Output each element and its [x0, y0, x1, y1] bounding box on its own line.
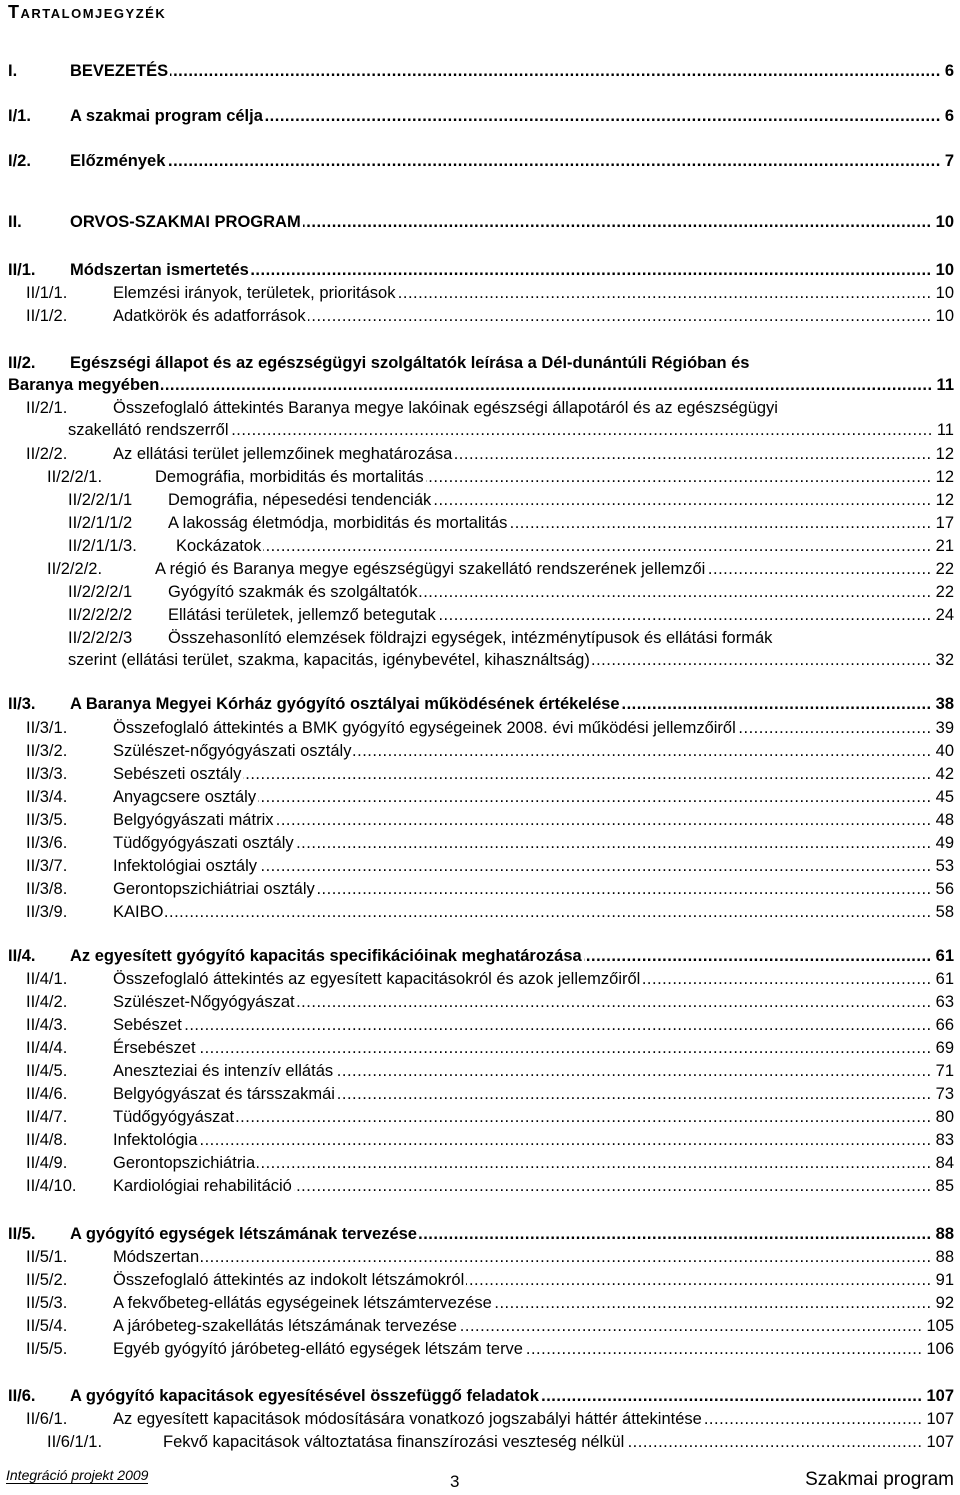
toc-entry-page: 91 — [935, 1271, 954, 1289]
toc-entry-page: 40 — [935, 742, 954, 760]
toc-entry-page: 12 — [935, 468, 954, 486]
toc-entry-title: Előzmények — [70, 152, 166, 170]
dot-leader — [199, 1129, 931, 1151]
toc-entry-title: Kockázatok — [176, 537, 262, 555]
toc-entry-number: I/1. — [8, 107, 31, 125]
toc-entry-number: II/5/5. — [26, 1340, 68, 1358]
dot-leader — [236, 1106, 932, 1128]
toc-entry-title: Tüdőgyógyászat — [113, 1108, 235, 1126]
toc-entry[interactable] — [0, 604, 960, 626]
toc-entry-title: Demográfia, morbiditás és mortalitás — [155, 468, 424, 486]
dot-leader — [184, 1014, 932, 1036]
dot-leader — [258, 786, 932, 808]
toc-entry-page: 83 — [935, 1131, 954, 1149]
toc-entry-page: 105 — [926, 1317, 954, 1335]
toc-entry-number: II/5/2. — [26, 1271, 68, 1289]
toc-entry-page: 32 — [935, 651, 954, 669]
dot-leader — [201, 1246, 931, 1268]
toc-entry-title: Adatkörök és adatforrások — [113, 307, 306, 325]
toc-entry[interactable] — [0, 1269, 960, 1291]
toc-entry-number: II/4/5. — [26, 1062, 68, 1080]
dot-leader — [704, 1408, 923, 1430]
dot-leader — [297, 991, 932, 1013]
dot-leader — [303, 211, 932, 233]
toc-entry-page: 22 — [935, 583, 954, 601]
dot-leader — [265, 105, 941, 127]
toc-entry[interactable] — [0, 489, 960, 511]
toc-entry-number: II/2. — [8, 354, 36, 372]
dot-leader — [231, 419, 933, 441]
toc-entry-title: Belgyógyászati mátrix — [113, 811, 274, 829]
toc-entry-page: 56 — [935, 880, 954, 898]
toc-entry-page: 45 — [935, 788, 954, 806]
toc-entry-number: II/4/3. — [26, 1016, 68, 1034]
dot-leader — [466, 1269, 931, 1291]
toc-entry-number: II/2/1. — [26, 399, 68, 417]
toc-entry-title: A szakmai program célja — [70, 107, 263, 125]
toc-entry-page: 11 — [936, 376, 954, 394]
toc-entry-page: 85 — [935, 1177, 954, 1195]
toc-entry-page: 80 — [935, 1108, 954, 1126]
toc-entry[interactable] — [0, 1129, 960, 1151]
dot-leader — [198, 1037, 932, 1059]
toc-entry[interactable] — [0, 968, 960, 990]
toc-entry[interactable] — [0, 1338, 960, 1360]
toc-entry-page: 17 — [935, 514, 954, 532]
toc-entry-page: 61 — [935, 947, 954, 965]
toc-entry[interactable] — [0, 105, 960, 127]
toc-entry[interactable] — [0, 878, 960, 900]
toc-entry[interactable] — [0, 443, 960, 465]
toc-entry-number: II/5/1. — [26, 1248, 68, 1266]
toc-entry[interactable] — [0, 1431, 960, 1453]
dot-leader — [167, 150, 940, 172]
toc-entry-number: II/2/2/1/1 — [68, 491, 133, 509]
dot-leader — [294, 1175, 932, 1197]
dot-leader — [257, 1152, 931, 1174]
toc-entry[interactable] — [0, 1223, 960, 1245]
toc-entry-title: Tüdőgyógyászati osztály — [113, 834, 294, 852]
toc-entry-page: 6 — [944, 62, 954, 80]
toc-entry-page: 11 — [936, 421, 954, 439]
toc-entry-page: 10 — [935, 261, 954, 279]
toc-entry[interactable] — [0, 901, 960, 923]
toc-entry[interactable] — [0, 832, 960, 854]
toc-entry-title: Szülészet-Nőgyógyászat — [113, 993, 295, 1011]
toc-entry-title: A Baranya Megyei Kórház gyógyító osztályai működésének értékelése — [70, 695, 620, 713]
dot-leader — [707, 558, 931, 580]
dot-leader — [296, 832, 932, 854]
toc-entry[interactable] — [0, 305, 960, 327]
toc-entry-title: KAIBO — [113, 903, 164, 921]
toc-entry-title: Fekvő kapacitások változtatása finanszírozási veszteség nélkül — [163, 1433, 625, 1451]
toc-entry[interactable] — [0, 352, 960, 396]
toc-entry-title-continued: szerint (ellátási terület, szakma, kapacitás, igénybevétel, kihasználtság) — [68, 651, 590, 669]
dot-leader — [259, 855, 932, 877]
toc-entry-page: 58 — [935, 903, 954, 921]
toc-entry-number: II/2/2/1. — [47, 468, 103, 486]
toc-entry-page: 88 — [935, 1225, 954, 1243]
toc-entry-page: 66 — [935, 1016, 954, 1034]
toc-entry-title: A fekvőbeteg-ellátás egységeinek létszámtervezése — [113, 1294, 492, 1312]
dot-leader — [509, 512, 931, 534]
toc-entry-number: II/4/2. — [26, 993, 68, 1011]
toc-entry-page: 6 — [944, 107, 954, 125]
toc-entry[interactable] — [0, 786, 960, 808]
toc-entry-number: II/3/6. — [26, 834, 68, 852]
dot-leader — [263, 535, 931, 557]
toc-entry-title: Szülészet-nőgyógyászati osztály — [113, 742, 352, 760]
toc-entry-page: 12 — [935, 445, 954, 463]
toc-entry[interactable] — [0, 740, 960, 762]
toc-entry-title: BEVEZETÉS — [70, 62, 169, 80]
dot-leader — [584, 945, 932, 967]
toc-entry-number: II/2/2/2/3 — [68, 629, 133, 647]
toc-entry-page: 61 — [935, 970, 954, 988]
toc-entry-title: Elemzési irányok, területek, prioritások — [113, 284, 396, 302]
toc-entry[interactable] — [0, 1037, 960, 1059]
toc-entry-number: II/3/9. — [26, 903, 68, 921]
footer-document-name: Szakmai program — [805, 1469, 954, 1490]
toc-entry[interactable] — [0, 945, 960, 967]
toc-title: Tartalomjegyzék — [8, 2, 167, 22]
toc-entry-title: Egészségi állapot és az egészségügyi szolgáltatók leírása a Dél-dunántúli Régióban és — [70, 354, 750, 372]
toc-entry-page: 107 — [926, 1433, 954, 1451]
toc-entry[interactable] — [0, 1175, 960, 1197]
toc-entry[interactable] — [0, 1292, 960, 1314]
toc-entry-title-continued: Baranya megyében — [8, 376, 160, 394]
toc-entry-title: Összefoglaló áttekintés Baranya megye lakóinak egészségi állapotáról és az egészségügyi — [113, 399, 778, 417]
toc-entry-number: II/4/4. — [26, 1039, 68, 1057]
toc-entry-number: II/2/2. — [26, 445, 68, 463]
toc-entry-number: II/2/2/2. — [47, 560, 103, 578]
toc-entry-page: 48 — [935, 811, 954, 829]
toc-entry[interactable] — [0, 397, 960, 441]
page-footer — [0, 1462, 960, 1495]
toc-entry-title: Összefoglaló áttekintés az indokolt létszámokról — [113, 1271, 465, 1289]
toc-entry-title: A lakosság életmódja, morbiditás és mortalitás — [168, 514, 508, 532]
toc-entry-title: A gyógyító egységek létszámának tervezése — [70, 1225, 417, 1243]
toc-entry-page: 49 — [935, 834, 954, 852]
toc-entry[interactable] — [0, 1246, 960, 1268]
toc-entry[interactable] — [0, 627, 960, 671]
toc-entry-number: II/3/8. — [26, 880, 68, 898]
toc-entry-number: I/2. — [8, 152, 31, 170]
toc-entry-title: Összehasonlító elemzések földrajzi egységek, intézménytípusok és ellátási formák — [168, 629, 773, 647]
toc-entry-title-continued: szakellátó rendszerről — [68, 421, 229, 439]
toc-entry[interactable] — [0, 809, 960, 831]
toc-entry[interactable] — [0, 211, 960, 233]
toc-entry-page: 88 — [935, 1248, 954, 1266]
dot-leader — [454, 443, 931, 465]
toc-entry-page: 10 — [935, 213, 954, 231]
toc-entry-number: II/2/1/1/2 — [68, 514, 133, 532]
toc-entry-page: 10 — [935, 307, 954, 325]
dot-leader — [438, 604, 932, 626]
toc-entry[interactable] — [0, 1106, 960, 1128]
toc-entry-number: II/4/8. — [26, 1131, 68, 1149]
toc-entry[interactable] — [0, 282, 960, 304]
toc-entry-page: 24 — [935, 606, 954, 624]
toc-entry-number: II/4/7. — [26, 1108, 68, 1126]
dot-leader — [317, 878, 932, 900]
dot-leader — [397, 282, 931, 304]
toc-entry-number: II/4/10. — [26, 1177, 77, 1195]
toc-entry-page: 53 — [935, 857, 954, 875]
toc-entry[interactable] — [0, 763, 960, 785]
toc-entry-page: 63 — [935, 993, 954, 1011]
toc-entry-page: 84 — [935, 1154, 954, 1172]
dot-leader — [626, 1431, 922, 1453]
toc-entry-title: Sebészet — [113, 1016, 182, 1034]
toc-entry-page: 69 — [935, 1039, 954, 1057]
toc-entry-title: Módszertan ismertetés — [70, 261, 249, 279]
toc-entry[interactable] — [0, 1408, 960, 1430]
toc-entry-title: Kardiológiai rehabilitáció — [113, 1177, 292, 1195]
toc-entry-page: 12 — [935, 491, 954, 509]
dot-leader — [592, 649, 932, 671]
toc-entry-page: 92 — [935, 1294, 954, 1312]
toc-entry-title: Aneszteziai és intenzív ellátás — [113, 1062, 334, 1080]
toc-entry[interactable] — [0, 1385, 960, 1407]
toc-entry-page: 42 — [935, 765, 954, 783]
toc-entry-number: II/3/5. — [26, 811, 68, 829]
toc-entry-title: ORVOS-SZAKMAI PROGRAM — [70, 213, 301, 231]
toc-entry[interactable] — [0, 512, 960, 534]
toc-entry[interactable] — [0, 60, 960, 82]
toc-entry-title: Anyagcsere osztály — [113, 788, 257, 806]
footer-project: Integráció projekt 2009 — [6, 1467, 149, 1483]
toc-entry-title: Egyéb gyógyító járóbeteg-ellátó egységek létszám terve — [113, 1340, 523, 1358]
toc-entry-page: 106 — [926, 1340, 954, 1358]
dot-leader — [433, 489, 931, 511]
dot-leader — [738, 717, 932, 739]
dot-leader — [494, 1292, 932, 1314]
toc-entry-title: Ellátási területek, jellemző betegutak — [168, 606, 436, 624]
dot-leader — [426, 466, 932, 488]
toc-entry-title: Az ellátási terület jellemzőinek meghatározása — [113, 445, 453, 463]
toc-entry-title: Az egyesített gyógyító kapacitás specifikációinak meghatározása — [70, 947, 582, 965]
footer-page-number: 3 — [450, 1472, 460, 1491]
toc-entry-number: II/2/2/2/1 — [68, 583, 133, 601]
toc-entry-number: II/6/1. — [26, 1410, 68, 1428]
toc-entry[interactable] — [0, 1315, 960, 1337]
toc-entry-number: II/6/1/1. — [47, 1433, 103, 1451]
toc-entry-title: Infektológiai osztály — [113, 857, 257, 875]
dot-leader — [243, 763, 931, 785]
toc-entry[interactable] — [0, 693, 960, 715]
toc-entry-number: II. — [8, 213, 22, 231]
toc-entry-page: 7 — [944, 152, 954, 170]
toc-entry-number: II/3. — [8, 695, 36, 713]
toc-entry[interactable] — [0, 991, 960, 1013]
toc-entry[interactable] — [0, 717, 960, 739]
toc-entry-title: Infektológia — [113, 1131, 198, 1149]
toc-entry-number: II/3/1. — [26, 719, 68, 737]
toc-entry-title: Érsebészet — [113, 1039, 196, 1057]
toc-entry-title: Sebészeti osztály — [113, 765, 242, 783]
toc-entry-page: 71 — [935, 1062, 954, 1080]
dot-leader — [165, 901, 931, 923]
toc-entry-number: II/4/9. — [26, 1154, 68, 1172]
toc-entry-title: Összefoglaló áttekintés a BMK gyógyító egységeinek 2008. évi működési jellemzőiről — [113, 719, 736, 737]
dot-leader — [308, 305, 932, 327]
toc-entry-title: Gerontopszichiátria — [113, 1154, 256, 1172]
toc-entry-number: I. — [8, 62, 18, 80]
toc-entry[interactable] — [0, 1014, 960, 1036]
toc-entry[interactable] — [0, 466, 960, 488]
toc-entry-page: 22 — [935, 560, 954, 578]
dot-leader — [459, 1315, 923, 1337]
toc-entry-title: A gyógyító kapacitások egyesítésével összefüggő feladatok — [70, 1387, 539, 1405]
toc-entry-number: II/1. — [8, 261, 36, 279]
toc-entry-number: II/4. — [8, 947, 36, 965]
toc-entry-number: II/4/1. — [26, 970, 68, 988]
toc-entry-number: II/6. — [8, 1387, 36, 1405]
toc-entry[interactable] — [0, 535, 960, 557]
toc-entry[interactable] — [0, 1083, 960, 1105]
toc-entry-page: 107 — [926, 1387, 954, 1405]
dot-leader — [170, 60, 941, 82]
toc-entry-number: II/5. — [8, 1225, 36, 1243]
dot-leader — [353, 740, 931, 762]
dot-leader — [622, 693, 932, 715]
toc-entry-number: II/2/2/2/2 — [68, 606, 133, 624]
dot-leader — [642, 968, 931, 990]
toc-entry-page: 39 — [935, 719, 954, 737]
toc-entry-page: 38 — [935, 695, 954, 713]
toc-entry-title: Módszertan — [113, 1248, 200, 1266]
dot-leader — [419, 1223, 932, 1245]
toc-entry-page: 10 — [935, 284, 954, 302]
toc-entry-title: Demográfia, népesedési tendenciák — [168, 491, 432, 509]
dot-leader — [337, 1083, 932, 1105]
toc-entry-number: II/3/4. — [26, 788, 68, 806]
dot-leader — [541, 1385, 923, 1407]
dot-leader — [335, 1060, 932, 1082]
toc-entry[interactable] — [0, 1152, 960, 1174]
dot-leader — [161, 374, 932, 396]
dot-leader — [251, 259, 932, 281]
toc-entry-title: Összefoglaló áttekintés az egyesített kapacitásokról és azok jellemzőiről — [113, 970, 641, 988]
toc-entry[interactable] — [0, 259, 960, 281]
dot-leader — [525, 1338, 922, 1360]
toc-entry-title: Gerontopszichiátriai osztály — [113, 880, 315, 898]
toc-entry-page: 21 — [935, 537, 954, 555]
toc-entry-number: II/4/6. — [26, 1085, 68, 1103]
toc-entry-title: Az egyesített kapacitások módosítására vonatkozó jogszabályi háttér áttekintése — [113, 1410, 702, 1428]
toc-entry[interactable] — [0, 581, 960, 603]
toc-entry-number: II/2/1/1/3. — [68, 537, 137, 555]
dot-leader — [275, 809, 931, 831]
dot-leader — [419, 581, 931, 603]
toc-entry[interactable] — [0, 1060, 960, 1082]
toc-entry[interactable] — [0, 855, 960, 877]
toc-entry-number: II/5/3. — [26, 1294, 68, 1312]
toc-entry-number: II/1/1. — [26, 284, 68, 302]
toc-entry-number: II/3/2. — [26, 742, 68, 760]
toc-entry-title: Gyógyító szakmák és szolgáltatók — [168, 583, 418, 601]
toc-entry-title: A régió és Baranya megye egészségügyi szakellátó rendszerének jellemzői — [155, 560, 706, 578]
toc-entry-number: II/3/3. — [26, 765, 68, 783]
toc-entry-title: Belgyógyászat és társszakmái — [113, 1085, 335, 1103]
toc-entry-number: II/1/2. — [26, 307, 68, 325]
toc-entry[interactable] — [0, 150, 960, 172]
toc-entry-title: A járóbeteg-szakellátás létszámának tervezése — [113, 1317, 457, 1335]
toc-entry-number: II/5/4. — [26, 1317, 68, 1335]
toc-entry-number: II/3/7. — [26, 857, 68, 875]
toc-entry-page: 73 — [935, 1085, 954, 1103]
toc-entry[interactable] — [0, 558, 960, 580]
toc-entry-page: 107 — [926, 1410, 954, 1428]
